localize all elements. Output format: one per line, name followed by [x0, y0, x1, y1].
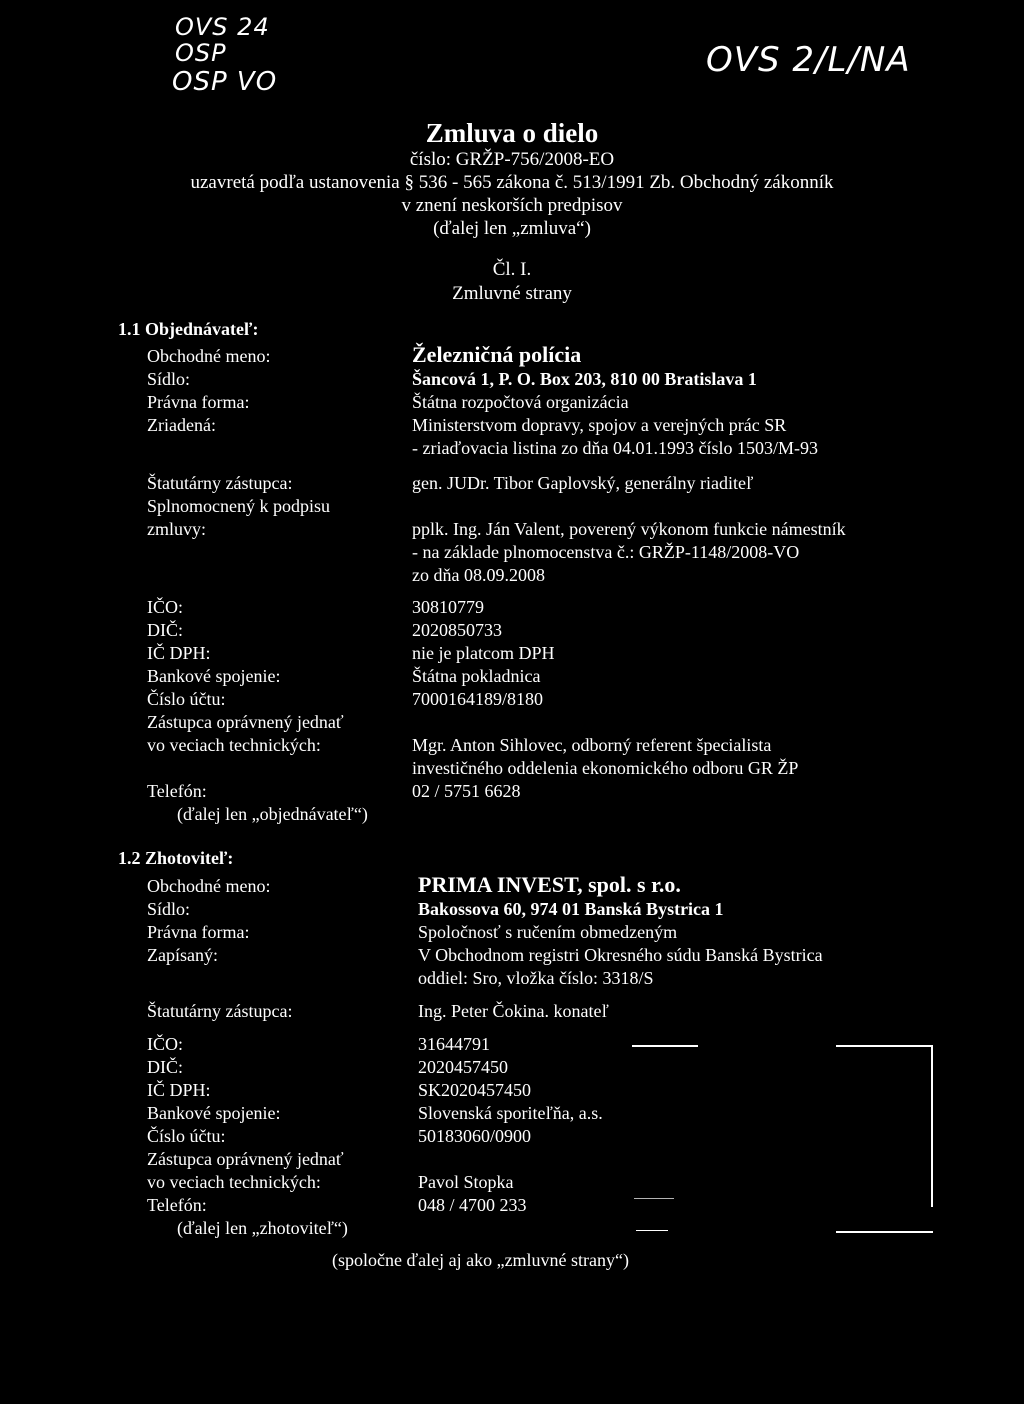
orderer-tech-label-1: Zástupca oprávnený jednať — [147, 712, 344, 732]
orderer-tech-value-2: investičného oddelenia ekonomického odboru GR ŽP — [412, 758, 799, 778]
contractor-icdph-label: IČ DPH: — [147, 1080, 211, 1100]
orderer-seat-label: Sídlo: — [147, 369, 191, 389]
contractor-ico-label: IČO: — [147, 1034, 183, 1054]
contractor-bank-value: Slovenská sporiteľňa, a.s. — [418, 1103, 603, 1123]
orderer-ico-label: IČO: — [147, 597, 183, 617]
orderer-account-label: Číslo účtu: — [147, 689, 226, 709]
orderer-phone-value: 02 / 5751 6628 — [412, 781, 521, 801]
contract-short-name: (ďalej len „zmluva“) — [433, 218, 591, 239]
orderer-seat-value: Šancová 1, P. O. Box 203, 810 00 Bratislava 1 — [412, 369, 757, 389]
orderer-established-value-1: Ministerstvom dopravy, spojov a verejných prác SR — [412, 415, 787, 435]
orderer-phone-label: Telefón: — [147, 781, 207, 801]
contractor-ico-value: 31644791 — [418, 1034, 490, 1054]
orderer-bank-label: Bankové spojenie: — [147, 666, 281, 686]
orderer-authorized-label-1: Splnomocnený k podpisu — [147, 496, 330, 516]
contractor-tech-label-1: Zástupca oprávnený jednať — [147, 1149, 344, 1169]
orderer-authorized-label-2: zmluvy: — [147, 519, 206, 539]
orderer-dic-label: DIČ: — [147, 620, 183, 640]
contractor-dic-label: DIČ: — [147, 1057, 183, 1077]
contractor-account-label: Číslo účtu: — [147, 1126, 226, 1146]
margin-rule — [634, 1198, 674, 1199]
orderer-legal-form-label: Právna forma: — [147, 392, 250, 412]
contractor-statutory-value: Ing. Peter Čokina. konateľ — [418, 1001, 609, 1021]
article-title: Zmluvné strany — [452, 283, 572, 304]
contractor-bank-label: Bankové spojenie: — [147, 1103, 281, 1123]
amendments-note: v znení neskorších predpisov — [401, 195, 623, 216]
orderer-icdph-label: IČ DPH: — [147, 643, 211, 663]
joint-alias: (spoločne ďalej aj ako „zmluvné strany“) — [332, 1250, 630, 1270]
orderer-established-label: Zriadená: — [147, 415, 216, 435]
contractor-tech-label-2: vo veciach technických: — [147, 1172, 321, 1192]
orderer-account-value: 7000164189/8180 — [412, 689, 544, 709]
orderer-tech-label-2: vo veciach technických: — [147, 735, 321, 755]
contractor-registered-value-1: V Obchodnom registri Okresného súdu Banská Bystrica — [418, 945, 823, 965]
handwritten-note-line-1: OVS 24 — [175, 13, 270, 41]
orderer-alias: (ďalej len „objednávateľ“) — [177, 804, 368, 824]
contractor-seat-value: Bakossova 60, 974 01 Banská Bystrica 1 — [418, 899, 724, 919]
contractor-phone-label: Telefón: — [147, 1195, 207, 1215]
contractor-dic-value: 2020457450 — [418, 1057, 508, 1077]
orderer-ico-value: 30810779 — [412, 597, 484, 617]
contract-number: číslo: GRŽP-756/2008-EO — [409, 149, 615, 170]
contractor-statutory-label: Štatutárny zástupca: — [147, 1001, 293, 1021]
orderer-authorized-value-1: pplk. Ing. Ján Valent, poverený výkonom funkcie námestník — [412, 519, 846, 539]
orderer-authorized-value-2: - na základe plnomocenstva č.: GRŽP-1148/2008-VO — [412, 542, 800, 562]
contractor-alias: (ďalej len „zhotoviteľ“) — [177, 1218, 348, 1238]
margin-rule — [836, 1045, 933, 1047]
contract-title: Zmluva o dielo — [425, 118, 599, 148]
contractor-legal-form-label: Právna forma: — [147, 922, 250, 942]
orderer-legal-form-value: Štátna rozpočtová organizácia — [412, 392, 629, 412]
legal-basis: uzavretá podľa ustanovenia § 536 - 565 zákona č. 513/1991 Zb. Obchodný zákonník — [190, 172, 834, 193]
orderer-established-value-2: - zriaďovacia listina zo dňa 04.01.1993 číslo 1503/M-93 — [412, 438, 819, 458]
orderer-authorized-value-3: zo dňa 08.09.2008 — [412, 565, 545, 585]
contractor-phone-value: 048 / 4700 233 — [418, 1195, 527, 1215]
handwritten-note-line-3: OSP VO — [172, 67, 278, 97]
orderer-bank-value: Štátna pokladnica — [412, 666, 541, 686]
contractor-icdph-value: SK2020457450 — [418, 1080, 532, 1100]
handwritten-reference-number: OVS 2/L/NA — [706, 40, 911, 80]
contractor-account-value: 50183060/0900 — [418, 1126, 532, 1146]
orderer-tech-value-1: Mgr. Anton Sihlovec, odborný referent špecialista — [412, 735, 772, 755]
margin-vertical-rule — [931, 1045, 933, 1207]
contractor-legal-form-value: Spoločnosť s ručením obmedzeným — [418, 922, 678, 942]
contractor-name-label: Obchodné meno: — [147, 876, 271, 896]
orderer-icdph-value: nie je platcom DPH — [412, 643, 555, 663]
handwritten-note-line-2: OSP — [175, 39, 227, 67]
orderer-name-value: Železničná polícia — [412, 342, 582, 367]
margin-rule — [632, 1045, 698, 1047]
contractor-heading: 1.2 Zhotoviteľ: — [118, 848, 234, 868]
orderer-name-label: Obchodné meno: — [147, 346, 271, 366]
contractor-name-value: PRIMA INVEST, spol. s r.o. — [418, 872, 681, 897]
orderer-statutory-label: Štatutárny zástupca: — [147, 473, 293, 493]
orderer-statutory-value: gen. JUDr. Tibor Gaplovský, generálny riaditeľ — [412, 473, 754, 493]
contractor-registered-label: Zapísaný: — [147, 945, 218, 965]
margin-rule — [836, 1231, 933, 1233]
article-number: Čl. I. — [492, 259, 532, 280]
contractor-tech-value: Pavol Stopka — [418, 1172, 514, 1192]
contractor-seat-label: Sídlo: — [147, 899, 191, 919]
orderer-dic-value: 2020850733 — [412, 620, 502, 640]
contractor-registered-value-2: oddiel: Sro, vložka číslo: 3318/S — [418, 968, 654, 988]
orderer-heading: 1.1 Objednávateľ: — [118, 319, 259, 339]
margin-rule — [636, 1230, 668, 1231]
